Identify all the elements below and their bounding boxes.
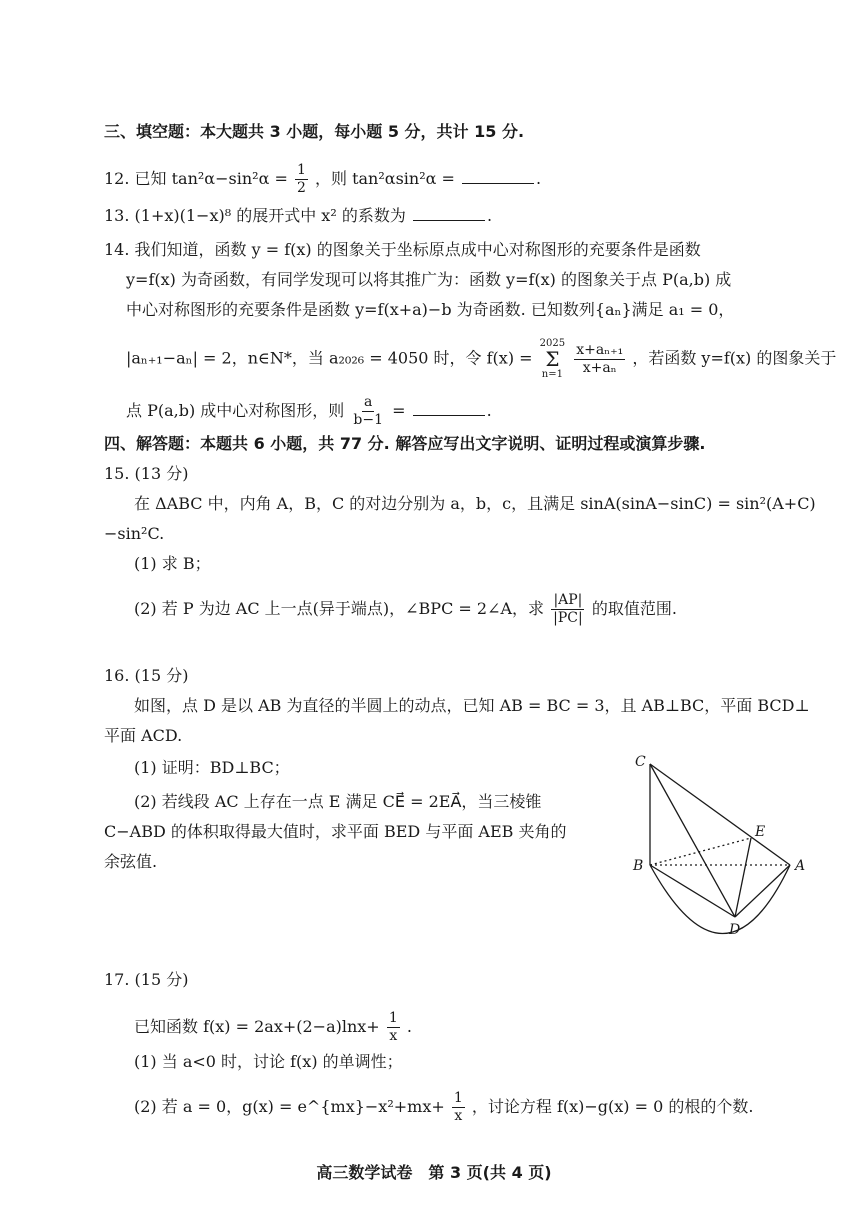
q14-sum-den: x+aₙ [582, 359, 617, 376]
label-b: B [633, 858, 644, 874]
q15-part-2a: (2) 若 P 为边 AC 上一点(异于端点)，∠BPC = 2∠A，求 [134, 599, 545, 618]
q14-sum-sigma: Σ [545, 347, 560, 371]
q16-line-2: 平面 ACD. [104, 726, 183, 745]
q17-part-2 [134, 1090, 753, 1125]
edge-be-dotted [650, 838, 751, 865]
q17-part-2a: (2) 若 a = 0，g(x) = e^{mx}−x²+mx+ [134, 1097, 445, 1116]
q12-frac-num: 1 [296, 162, 306, 178]
label-e: E [755, 824, 766, 840]
edge-bd [650, 865, 735, 917]
page-footer: 高三数学试卷 第 3 页(共 4 页) [316, 1163, 552, 1182]
q15-part-1: (1) 求 B； [134, 554, 211, 573]
edge-ed [735, 838, 751, 917]
q15-frac-num: |AP| [553, 592, 583, 608]
q17-line-1a: 已知函数 f(x) = 2ax+(2−a)lnx+ [134, 1017, 380, 1036]
q14-sum-fraction [574, 342, 625, 377]
q15-part-2b: 的取值范围. [591, 599, 677, 618]
q17-frac-num: 1 [388, 1010, 398, 1026]
q14-line-3: 中心对称图形的充要条件是函数 y=f(x+a)−b 为奇函数. 已知数列{aₙ}满足 a₁ = 0， [126, 300, 735, 319]
q17-g-frac-num: 1 [453, 1090, 463, 1106]
q12-lead: 12. 已知 tan²α−sin²α = [104, 169, 288, 188]
q17-frac-den: x [389, 1028, 398, 1044]
q15-frac-den: |PC| [553, 610, 583, 626]
label-c: C [635, 754, 646, 770]
q14-sum-top: 2025 [539, 338, 566, 349]
q14-sum-num: x+aₙ₊₁ [576, 341, 624, 358]
question-13 [104, 206, 492, 226]
section-3-header: 三、填空题：本大题共 3 小题，每小题 5 分，共计 15 分. [104, 122, 525, 141]
q15-ratio-fraction [551, 592, 585, 627]
q14-line-4b: ，若函数 y=f(x) 的图象关于 [632, 348, 837, 368]
q16-part-1: (1) 证明：BD⊥BC； [134, 758, 290, 777]
q13-end: . [486, 206, 493, 225]
q14-ab-fraction [351, 394, 385, 429]
q16-title: 16. (15 分) [104, 666, 189, 685]
q14-sum-bottom: n=1 [541, 369, 563, 380]
q12-frac-den: 2 [296, 180, 306, 196]
q16-part-2-line-1: (2) 若线段 AC 上存在一点 E 满足 CE⃗ = 2EA⃗，当三棱锥 [134, 792, 542, 811]
q12-answer-blank[interactable] [462, 169, 534, 184]
q17-func-fraction [387, 1010, 400, 1045]
q14-line-4 [126, 338, 836, 380]
q14-line-2: y=f(x) 为奇函数，有同学发现可以将其推广为：函数 y=f(x) 的图象关于点 P(a,b) 成 [126, 270, 732, 289]
q15-line-1: 在 ΔABC 中，内角 A，B，C 的对边分别为 a，b，c，且满足 sinA(sinA−sinC) = sin²(A+C) [134, 494, 816, 513]
q14-answer-blank[interactable] [413, 401, 485, 416]
q12-end: . [536, 169, 542, 188]
q14-summation [540, 338, 565, 380]
q16-line-1: 如图，点 D 是以 AB 为直径的半圆上的动点，已知 AB = BC = 3，且 AB⊥BC，平面 BCD⊥ [134, 696, 810, 715]
q16-part-2-line-3: 余弦值. [104, 852, 158, 871]
label-d: D [729, 922, 741, 938]
q15-title: 15. (13 分) [104, 464, 189, 483]
q17-title: 17. (15 分) [104, 970, 189, 989]
semicircle-arc [650, 865, 790, 934]
q13-text: 13. (1+x)(1−x)⁸ 的展开式中 x² 的系数为 [104, 206, 406, 225]
q12-mid: ，则 tan²αsin²α = [314, 169, 455, 188]
question-12 [104, 162, 541, 197]
q14-line-5c: . [486, 401, 492, 420]
q14-line-5a: 点 P(a,b) 成中心对称图形，则 [126, 401, 345, 420]
q17-part-1: (1) 当 a<0 时，讨论 f(x) 的单调性； [134, 1052, 403, 1071]
q14-line-5b: = [392, 401, 406, 420]
edge-ca [650, 764, 790, 865]
q17-line-1 [134, 1010, 412, 1045]
section-4-header: 四、解答题：本题共 6 小题，共 77 分. 解答应写出文字说明、证明过程或演算步骤. [104, 434, 706, 453]
label-a: A [795, 858, 806, 874]
q14-line-1: 14. 我们知道，函数 y = f(x) 的图象关于坐标原点成中心对称图形的充要条件是函数 [104, 240, 701, 259]
q17-line-1b: . [406, 1017, 412, 1036]
q15-line-2: −sin²C. [104, 524, 165, 543]
q17-g-frac-den: x [454, 1108, 463, 1124]
q15-part-2 [134, 592, 677, 627]
q16-part-2-line-2: C−ABD 的体积取得最大值时，求平面 BED 与平面 AEB 夹角的 [104, 822, 567, 841]
q17-g-fraction [452, 1090, 465, 1125]
edge-cd [650, 764, 735, 917]
q13-answer-blank[interactable] [413, 206, 485, 221]
q16-geometry-figure [625, 752, 825, 942]
q12-fraction [295, 162, 308, 197]
q14-frac-num: a [364, 394, 373, 410]
q14-line-4a: |aₙ₊₁−aₙ| = 2，n∈N*，当 a₂₀₂₆ = 4050 时，令 f(x) = [126, 348, 533, 368]
q17-part-2b: ，讨论方程 f(x)−g(x) = 0 的根的个数. [471, 1097, 754, 1116]
q14-frac-den: b−1 [353, 412, 383, 428]
q14-line-5 [126, 394, 492, 429]
